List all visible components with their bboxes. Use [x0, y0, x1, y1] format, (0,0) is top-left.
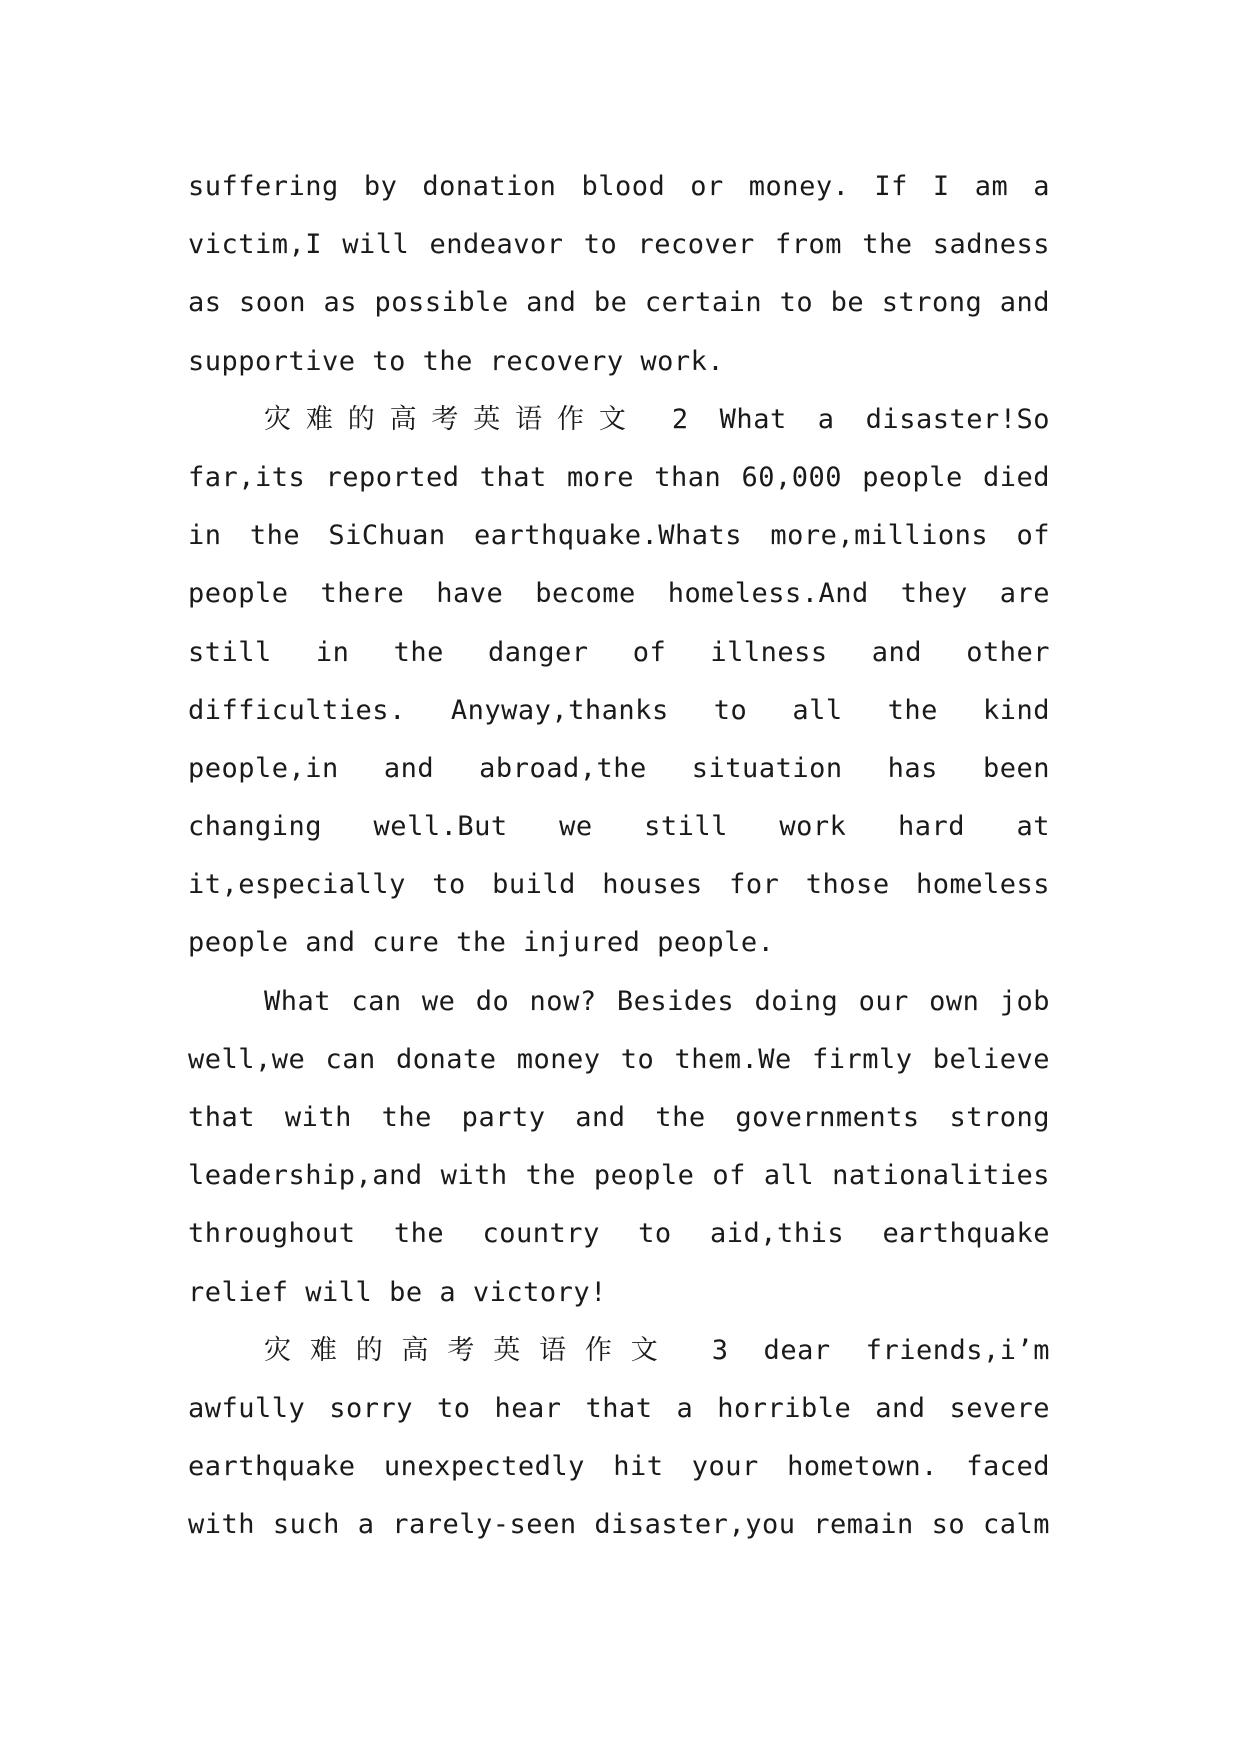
text-line: as soon as possible and be certain to be strong and	[188, 287, 1050, 319]
text-line: far,its reported that more than 60,000 people died	[188, 461, 1050, 493]
text-line: earthquake unexpectedly hit your hometown. faced	[188, 1451, 1050, 1483]
text-line: relief will be a victory!	[188, 1276, 607, 1308]
text-line: throughout the country to aid,this earthquake	[188, 1218, 1050, 1250]
text-line: difficulties. Anyway,thanks to all the kind	[188, 694, 1050, 726]
text-line: leadership,and with the people of all nationalities	[188, 1160, 1050, 1192]
text-line: people and cure the injured people.	[188, 927, 775, 959]
text-line: that with the party and the governments strong	[188, 1102, 1050, 1133]
text-line: in the SiChuan earthquake.Whats more,millions of	[188, 520, 1050, 552]
text-line: still in the danger of illness and other	[188, 636, 1050, 668]
body-text	[188, 158, 1050, 1555]
text-line: people there have become homeless.And they are	[188, 578, 1050, 610]
text-line: with such a rarely-seen disaster,you remain so calm	[188, 1509, 1050, 1541]
text-line: changing well.But we still work hard at	[188, 811, 1050, 843]
paragraph-start-line: What can we do now? Besides doing our own job	[264, 985, 1050, 1017]
text-line: suffering by donation blood or money. If I am a	[188, 171, 1050, 202]
text-line: well,we can donate money to them.We firmly believe	[188, 1043, 1050, 1075]
text-line: victim,I will endeavor to recover from the sadness	[188, 229, 1050, 261]
section-heading-line: 灾难的高考英语作文 3 dear friends,i’m	[264, 1334, 1050, 1366]
text-line: it,especially to build houses for those homeless	[188, 869, 1050, 901]
text-line: awfully sorry to hear that a horrible and severe	[188, 1392, 1050, 1424]
section-heading-line: 灾难的高考英语作文 2 What a disaster!So	[264, 403, 1050, 435]
text-line: supportive to the recovery work.	[188, 345, 725, 377]
text-line: people,in and abroad,the situation has been	[188, 752, 1050, 784]
